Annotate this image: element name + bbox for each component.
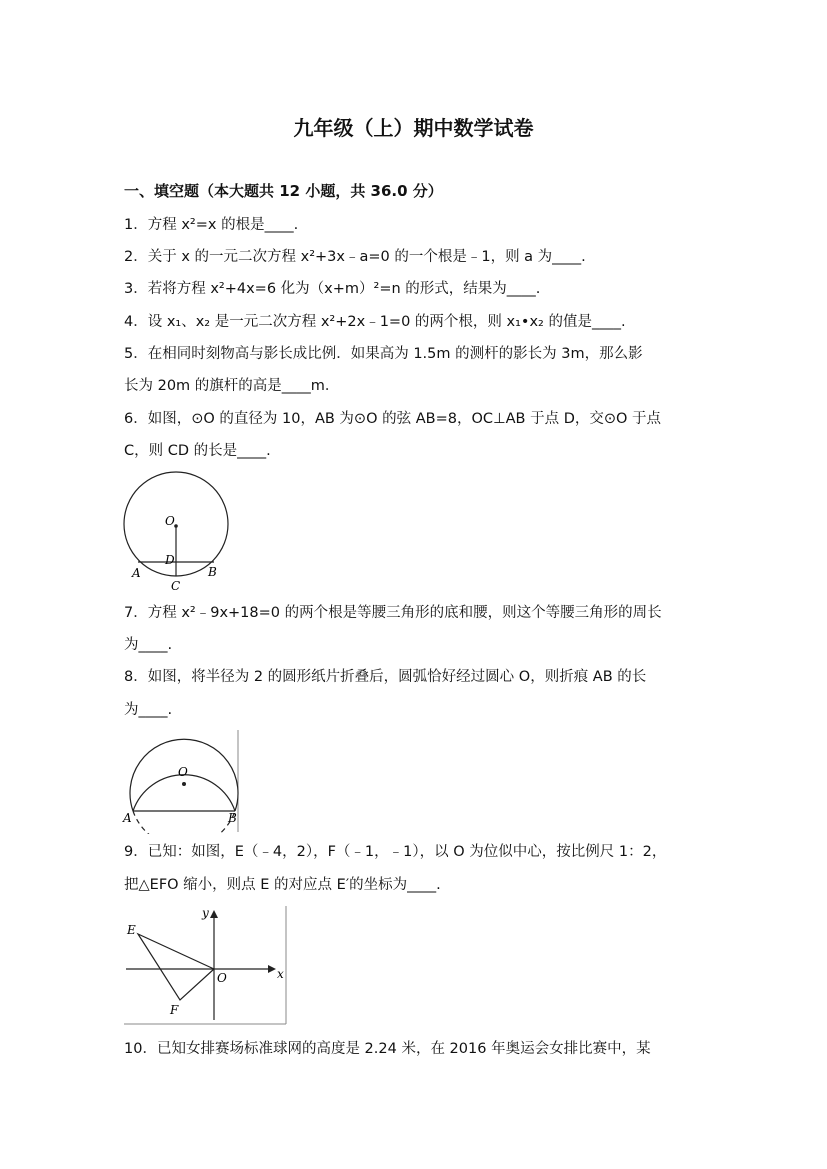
label-c: C (171, 579, 181, 593)
triangle-efo (138, 934, 214, 1000)
question-4: 4．设 x₁、x₂ 是一元二次方程 x²+2x﹣1=0 的两个根，则 x₁•x₂ 的值是____. (124, 314, 626, 330)
question-2: 2．关于 x 的一元二次方程 x²+3x﹣a=0 的一个根是﹣1，则 a 为____. (124, 249, 586, 265)
question-6-line-1: 6．如图，⊙O 的直径为 10，AB 为⊙O 的弦 AB=8，OC⊥AB 于点 D，交⊙O 于点 (124, 411, 662, 427)
section-heading: 一、填空题（本大题共 12 小题，共 36.0 分） (124, 182, 443, 200)
question-7-line-1: 7．方程 x²﹣9x+18=0 的两个根是等腰三角形的底和腰，则这个等腰三角形的周长 (124, 605, 662, 621)
question-8-line-2: 为____. (124, 702, 173, 718)
question-5-line-2: 长为 20m 的旗杆的高是____m． (124, 378, 340, 394)
label-b: B (228, 811, 237, 825)
question-6-line-2: C，则 CD 的长是____. (124, 443, 271, 459)
figure-q9-coordinate (120, 902, 292, 1026)
label-o: O (217, 971, 227, 985)
label-o: O (178, 765, 188, 779)
label-y: y (202, 906, 209, 920)
label-o: O (165, 514, 175, 528)
circle-lower-dashed-arc (133, 811, 235, 834)
y-axis-arrow (210, 910, 218, 918)
label-e: E (127, 923, 136, 937)
folded-arc (133, 775, 235, 811)
question-1: 1．方程 x²=x 的根是____. (124, 217, 299, 233)
label-d: D (165, 553, 175, 567)
question-5-line-1: 5．在相同时刻物高与影长成比例．如果高为 1.5m 的测杆的影长为 3m，那么影 (124, 346, 643, 362)
x-axis-arrow (268, 965, 276, 973)
label-a: A (132, 566, 141, 580)
label-f: F (170, 1003, 179, 1017)
question-7-line-2: 为____. (124, 637, 173, 653)
question-3: 3．若将方程 x²+4x=6 化为（x+m）²=n 的形式，结果为____. (124, 281, 541, 297)
question-9-line-1: 9．已知：如图，E（﹣4，2），F（﹣1，﹣1），以 O 为位似中心，按比例尺 1：2， (124, 844, 667, 860)
figure-q6-circle (118, 470, 238, 594)
question-9-line-2: 把△EFO 缩小，则点 E 的对应点 E′的坐标为____. (124, 877, 441, 893)
label-a: A (123, 811, 132, 825)
center-dot (182, 782, 186, 786)
question-10-line-1: 10．已知女排赛场标准球网的高度是 2.24 米，在 2016 年奥运会女排比赛中，某 (124, 1041, 651, 1057)
page-title: 九年级（上）期中数学试卷 (293, 116, 534, 140)
label-b: B (208, 565, 217, 579)
figure-q8-fold (120, 728, 242, 834)
label-x: x (277, 967, 284, 981)
question-8-line-1: 8．如图，将半径为 2 的圆形纸片折叠后，圆弧恰好经过圆心 O，则折痕 AB 的长 (124, 669, 647, 685)
